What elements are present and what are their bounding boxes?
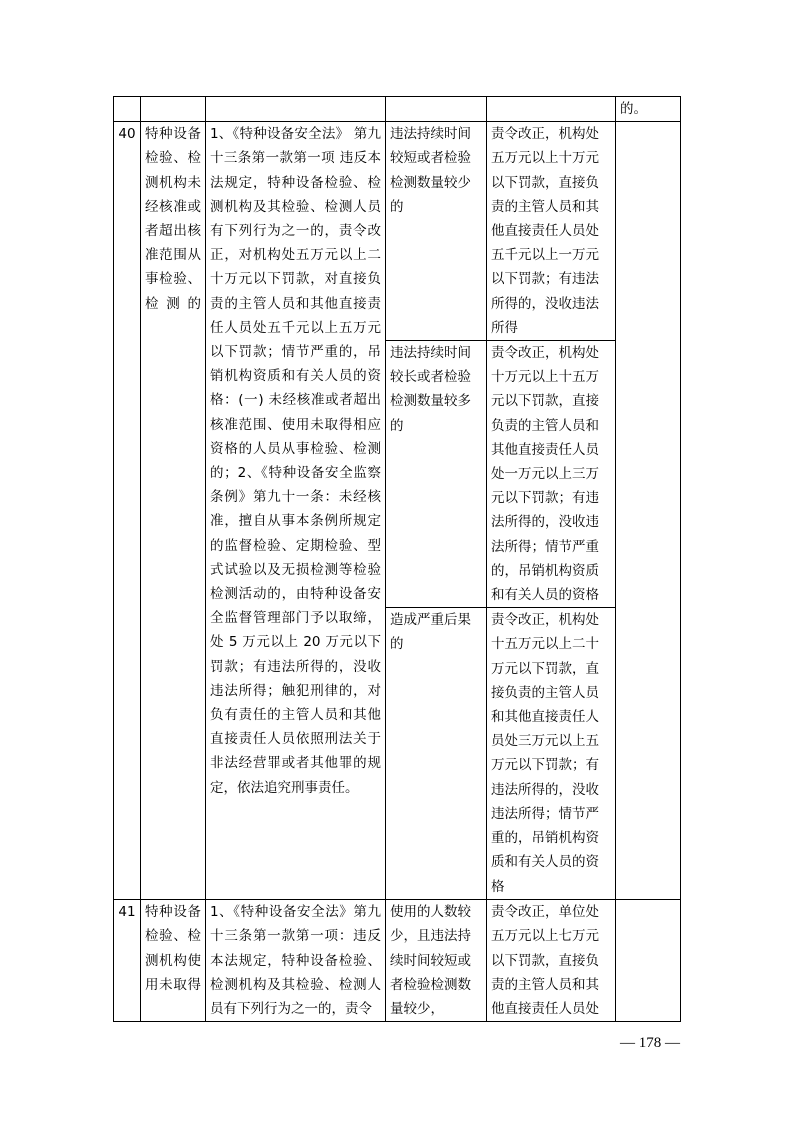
penalty-cell bbox=[487, 97, 616, 122]
violation-name: 特种设备检验、检测机构使用未取得 bbox=[141, 900, 206, 1022]
note-cell bbox=[616, 122, 681, 900]
num-cell bbox=[114, 97, 141, 122]
circumstance-cell: 违法持续时间较短或者检验检测数量较少的 bbox=[386, 122, 487, 341]
note-cell bbox=[616, 900, 681, 1022]
penalty-cell: 责令改正，机构处十万元以上十五万元以下罚款，直接负责的主管人员和其他直接责任人员处一万元以上三万元以下罚款；有违法所得的，没收违法所得；情节严重的，吊销机构资质和有关人员的资格 bbox=[487, 341, 616, 608]
penalty-cell: 责令改正，单位处五万元以上七万元以下罚款，直接负责的主管人员和其他直接责任人员处 bbox=[487, 900, 616, 1022]
note-cell: 的。 bbox=[616, 97, 681, 122]
legal-basis: 1、《特种设备安全法》 第九十三条第一款第一项 违反本法规定，特种设备检验、检测机构及其检验、检测人员有下列行为之一的，责令改正，对机构处五万元以上二十万元以下罚款，对直接负责的主管人员和其他直接责任人员处五千元以上五万元以下罚款；情节严重的，吊销机构资质和有关人员的资格：(一) 未经核准或者超出核准范围、使用未取得相应资格的人员从事检验、检测的；2、《特种设备安全监察条例》第九十一条：未经核准，擅自从事本条例所规定的监督检验、定期检验、型式试验以及无损检测等检验检测活动的，由特种设备安全监督管理部门予以取缔，处 5 万元以上 20 万元以下罚款；有违法所得的，没收违法所得；触犯刑律的，对负有责任的主管人员和其他直接责任人员依照刑法关于非法经营罪或者其他罪的规定，依法追究刑事责任。 bbox=[206, 122, 386, 900]
legal-basis: 1、《特种设备安全法》第九十三条第一款第一项：违反本法规定，特种设备检验、检测机构及其检验、检测人员有下列行为之一的，责令 bbox=[206, 900, 386, 1022]
circumstance-cell: 造成严重后果的 bbox=[386, 608, 487, 900]
table-row bbox=[114, 97, 681, 122]
penalty-standard-table bbox=[113, 96, 681, 1022]
penalty-cell: 责令改正，机构处十五万元以上二十万元以下罚款，直接负责的主管人员和其他直接责任人员处三万元以上五万元以下罚款；有违法所得的，没收违法所得；情节严重的，吊销机构资质和有关人员的资格 bbox=[487, 608, 616, 900]
circumstance-cell: 违法持续时间较长或者检验检测数量较多的 bbox=[386, 341, 487, 608]
name-cell bbox=[141, 97, 206, 122]
circumstance-cell bbox=[386, 97, 487, 122]
penalty-cell: 责令改正，机构处五万元以上十万元以下罚款，直接负责的主管人员和其他直接责任人员处五千元以上一万元以下罚款；有违法所得的，没收违法所得 bbox=[487, 122, 616, 341]
table-row bbox=[114, 122, 681, 341]
row-number: 40 bbox=[114, 122, 141, 900]
violation-name: 特种设备检验、检测机构未经核准或者超出核准范围从事检验、检测的 bbox=[141, 122, 206, 900]
page-number: — 178 — bbox=[620, 1035, 680, 1051]
table-row bbox=[114, 900, 681, 1022]
basis-cell bbox=[206, 97, 386, 122]
row-number: 41 bbox=[114, 900, 141, 1022]
circumstance-cell: 使用的人数较少，且违法持续时间较短或者检验检测数量较少， bbox=[386, 900, 487, 1022]
